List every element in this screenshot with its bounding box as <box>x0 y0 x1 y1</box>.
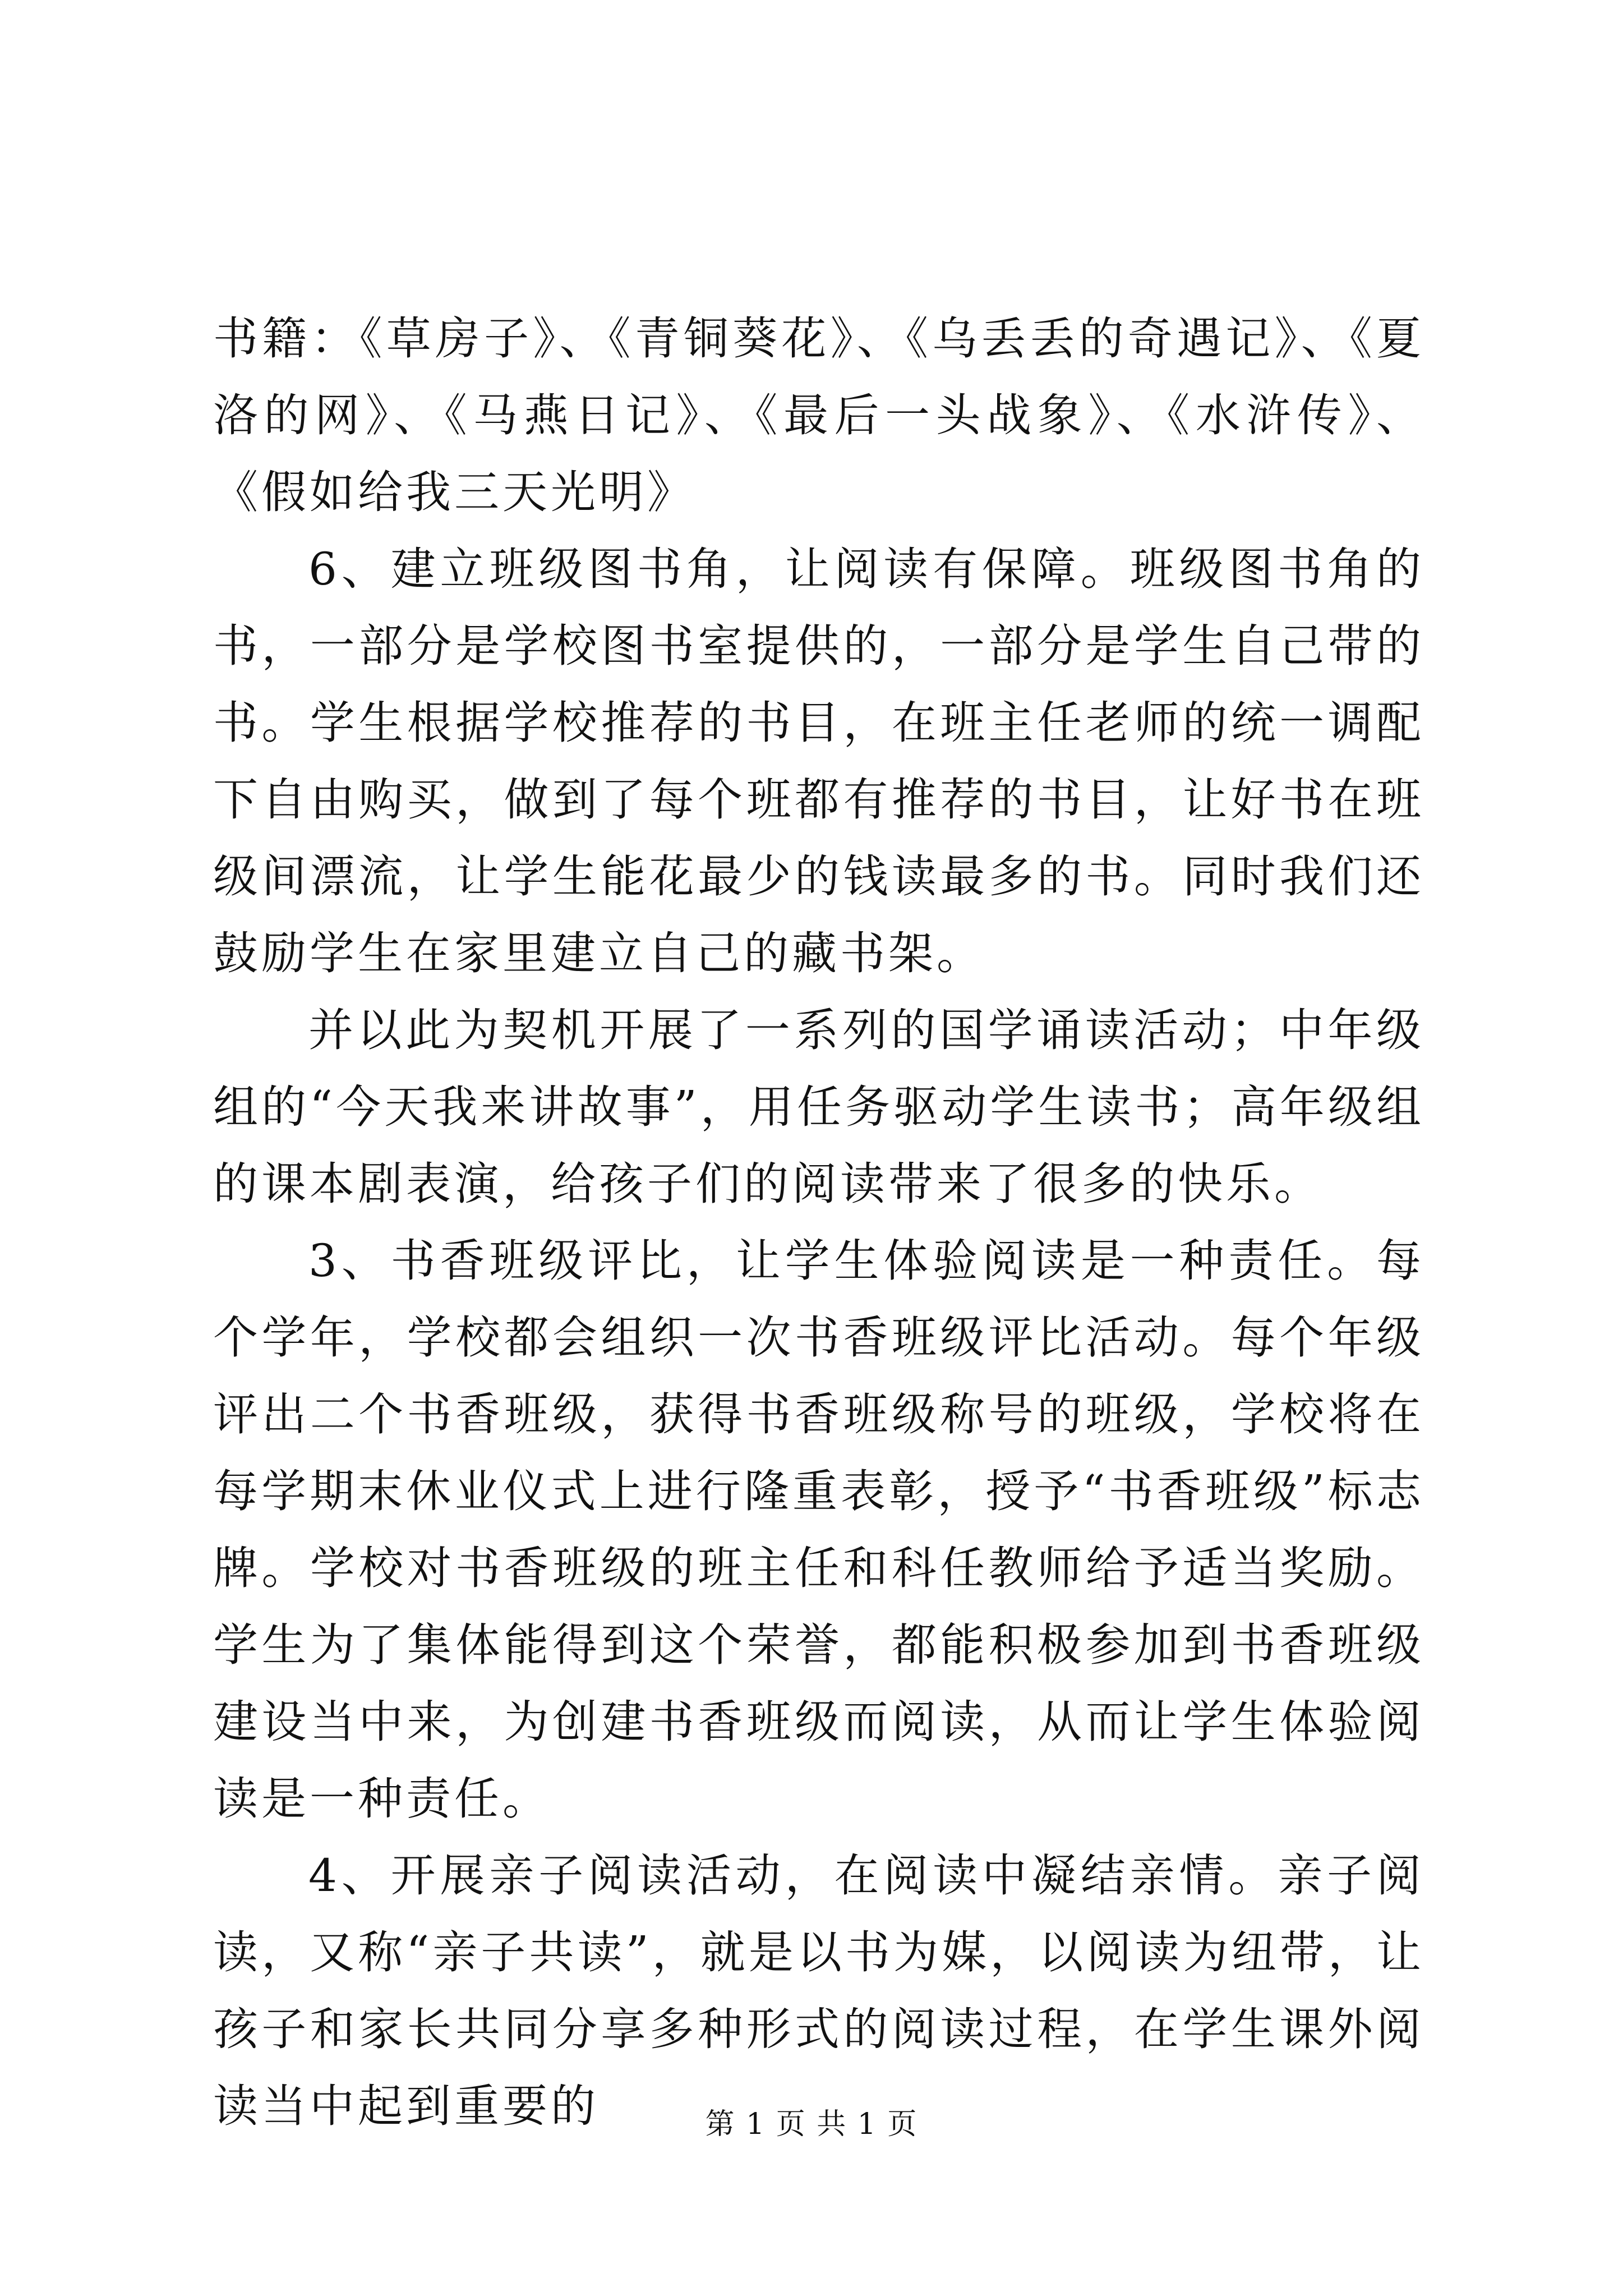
paragraph-class-library: 6、建立班级图书角，让阅读有保障。班级图书角的书，一部分是学校图书室提供的，一部分是学生自己带的书。学生根据学校推荐的书目，在班主任老师的统一调配下自由购买，做到了每个班都有推荐的书目，让好书在班级间漂流，让学生能花最少的钱读最多的书。同时我们还鼓励学生在家里建立自己的藏书架。 <box>213 543 1424 979</box>
document-body <box>213 300 1424 2145</box>
paragraph-class-evaluation: 3、书香班级评比，让学生体验阅读是一种责任。每个学年，学校都会组织一次书香班级评比活动。每个年级评出二个书香班级，获得书香班级称号的班级，学校将在每学期末休业仪式上进行隆重表彰，授予“书香班级”标志牌。学校对书香班级的班主任和科任教师给予适当奖励。学生为了集体能得到这个荣誉，都能积极参加到书香班级建设当中来，为创建书香班级而阅读，从而让学生体验阅读是一种责任。 <box>213 1235 1424 1825</box>
page-footer: 第 1 页 共 1 页 <box>705 2108 918 2141</box>
paragraph-recitation-activities: 并以此为契机开展了一系列的国学诵读活动；中年级组的“今天我来讲故事”，用任务驱动学生读书；高年级组的课本剧表演，给孩子们的阅读带来了很多的快乐。 <box>213 1004 1424 1210</box>
paragraph-book-list: 书籍：《草房子》、《青铜葵花》、《乌丢丢的奇遇记》、《夏洛的网》、《马燕日记》、《最后一头战象》、《水浒传》、《假如给我三天光明》 <box>213 312 1424 518</box>
paragraph-parent-child-reading: 4、开展亲子阅读活动，在阅读中凝结亲情。亲子阅读，又称“亲子共读”，就是以书为媒，以阅读为纽带，让孩子和家长共同分享多种形式的阅读过程，在学生课外阅读当中起到重要的 <box>213 1849 1424 2132</box>
